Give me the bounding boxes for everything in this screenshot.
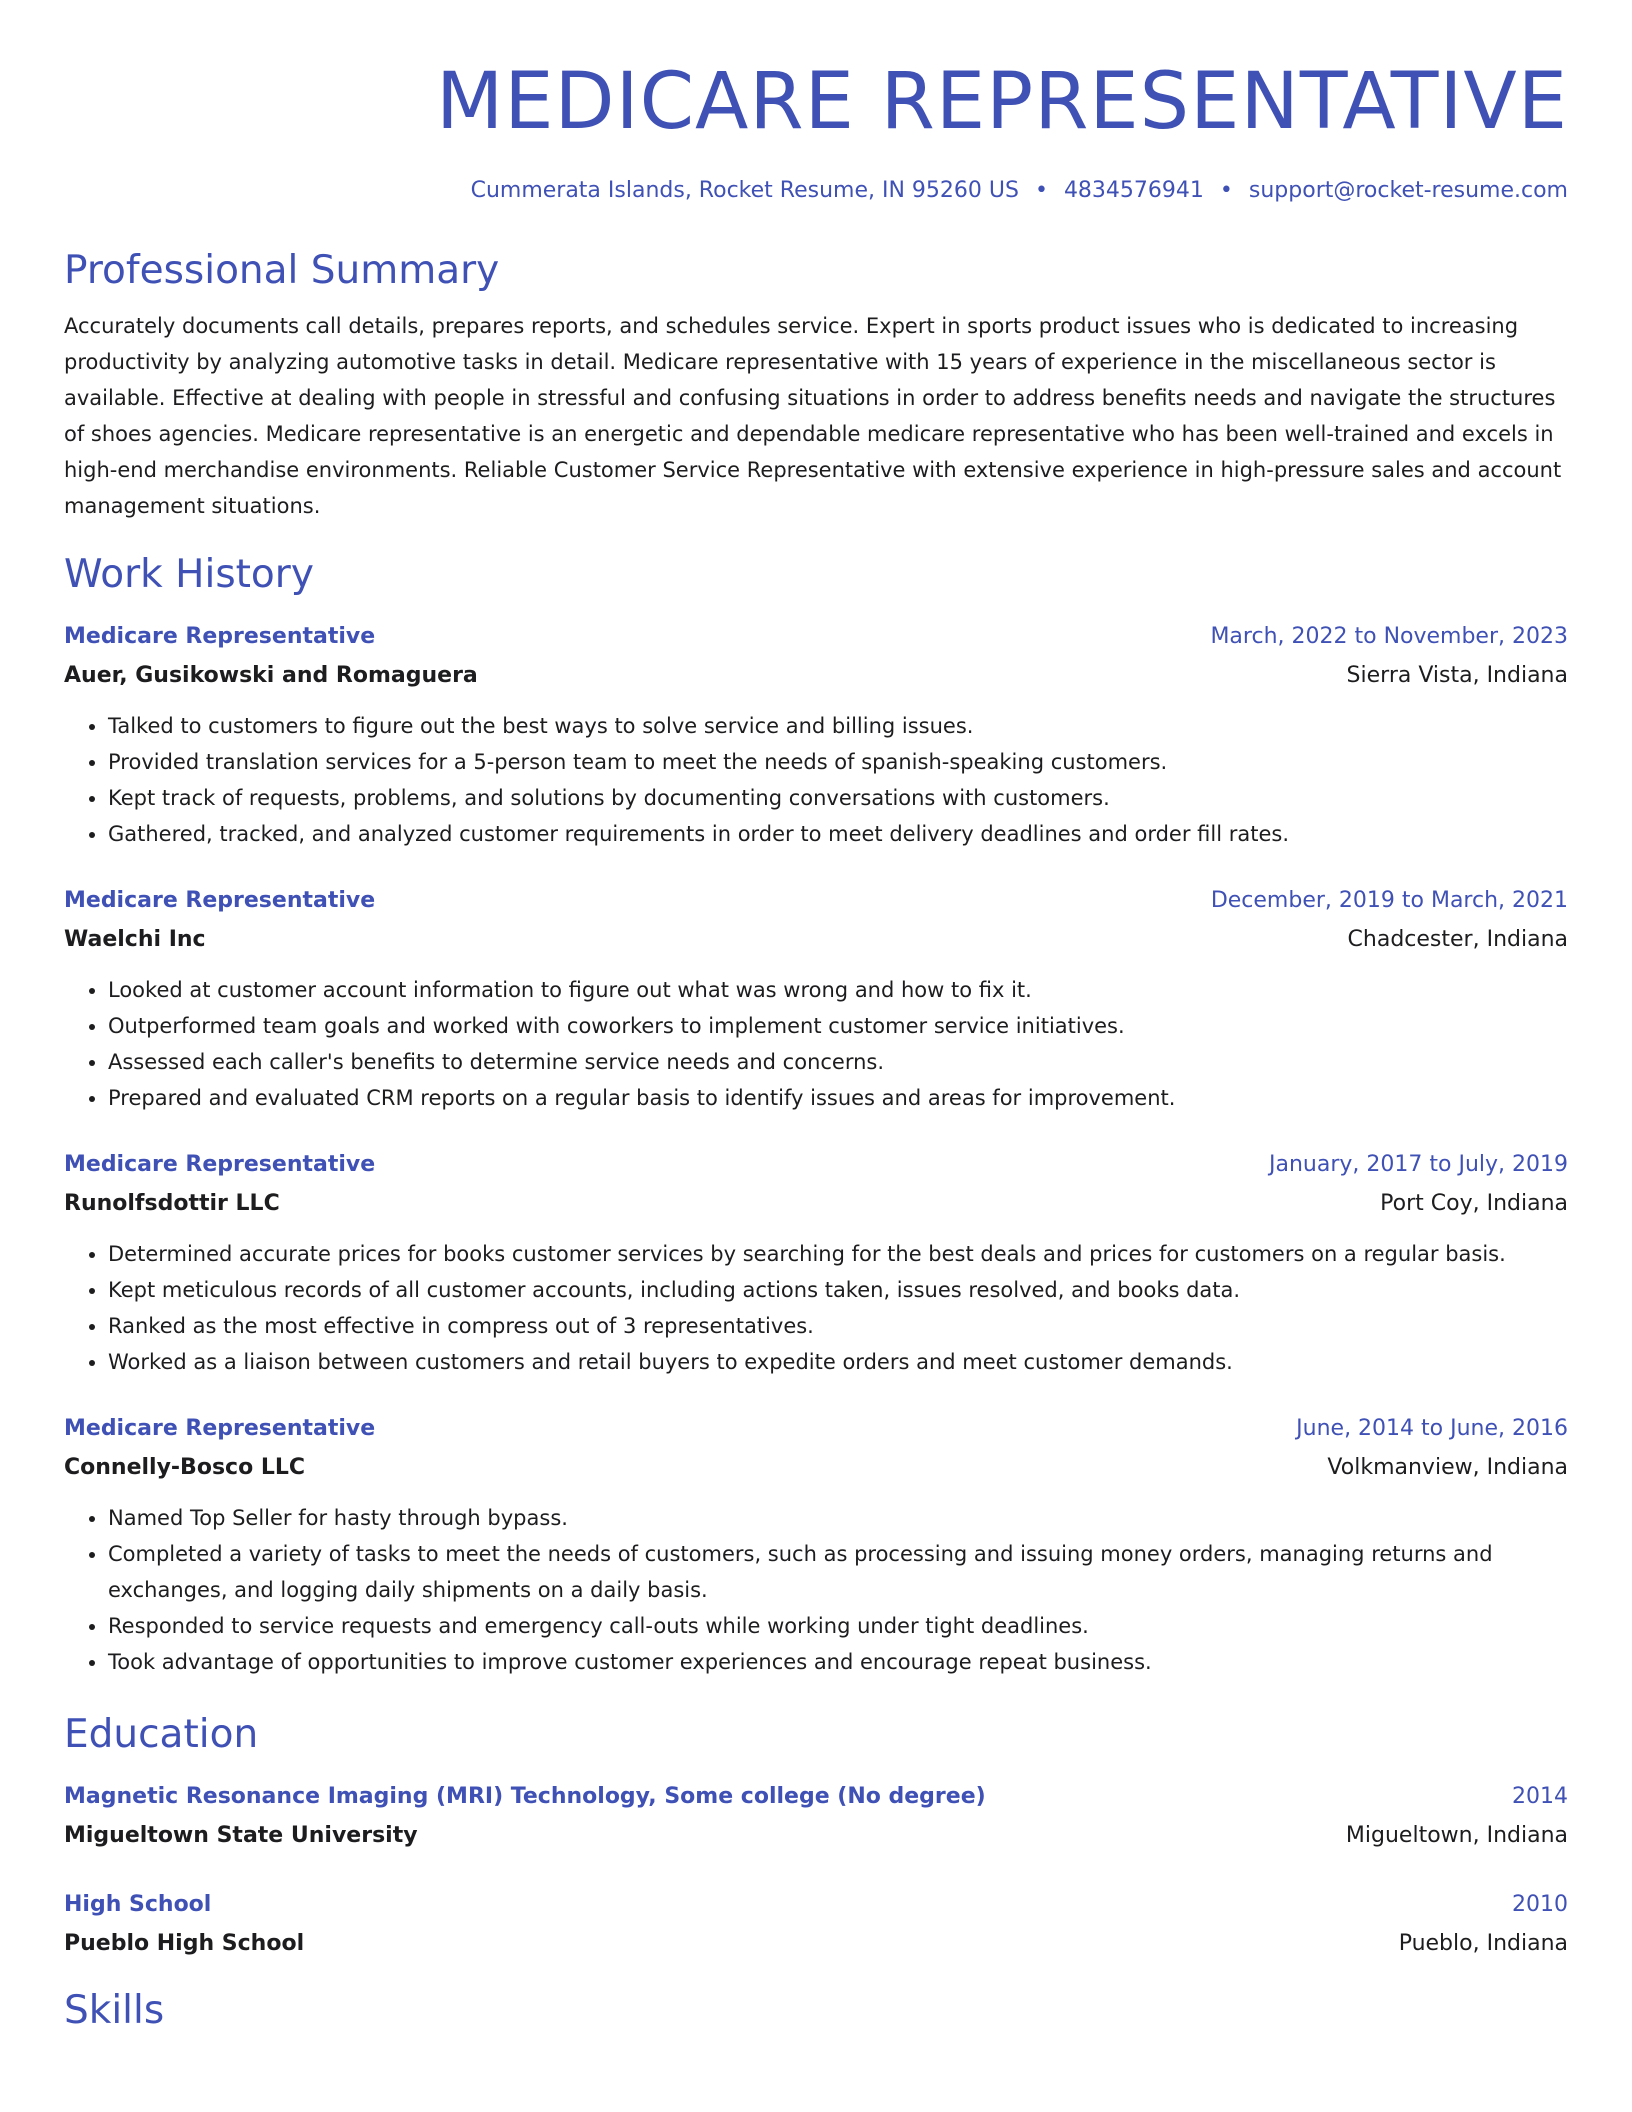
- contact-line: [64, 176, 1568, 206]
- education-location: Migueltown, Indiana: [1345, 1823, 1568, 1848]
- job-bullet: • Assessed each caller's benefits to determine service needs and concerns.: [108, 1044, 1568, 1080]
- skills-heading: Skills: [64, 1988, 165, 2033]
- job-location: Volkmanview, Indiana: [1327, 1455, 1568, 1480]
- summary-text: Accurately documents call details, prepares reports, and schedules service. Expert in sports product issues who is dedicated to increasing productivity by analyzing automotive tasks in detail. Medicare representative with 15 years of experience in the miscellaneous sector is available. Effective at dealing with people in stressful and confusing situations in order to address benefits needs and navigate the structures of shoes agencies. Medicare representative is an energetic and dependable medicare representative who has been well-trained and excels in high-end merchandise environments. Reliable Customer Service Representative with extensive experience in high-pressure sales and account management situations.: [64, 314, 1562, 518]
- job-bullet: • Talked to customers to figure out the best ways to solve service and billing issues.: [108, 708, 1568, 744]
- job-entry: [64, 618, 1568, 852]
- job-bullet: • Prepared and evaluated CRM reports on a regular basis to identify issues and areas for improvement.: [108, 1080, 1568, 1116]
- job-bullets: [64, 708, 1568, 852]
- job-bullet: • Took advantage of opportunities to improve customer experiences and encourage repeat business.: [108, 1644, 1568, 1680]
- education-location: Pueblo, Indiana: [1398, 1931, 1568, 1956]
- job-role: Medicare Representative: [64, 888, 376, 913]
- job-bullet: • Responded to service requests and emergency call-outs while working under tight deadlines.: [108, 1608, 1568, 1644]
- contact-address: Cummerata Islands, Rocket Resume, IN 95260 US: [470, 178, 1019, 203]
- contact-phone: 4834576941: [1063, 178, 1204, 203]
- job-entry: [64, 1410, 1568, 1680]
- job-role: Medicare Representative: [64, 1416, 376, 1441]
- education-entry: [64, 1886, 1568, 1964]
- job-entry: [64, 1146, 1568, 1380]
- job-dates: March, 2022 to November, 2023: [1210, 624, 1568, 649]
- work-history-heading: Work History: [64, 552, 314, 597]
- job-dates: January, 2017 to July, 2019: [1269, 1152, 1568, 1177]
- job-bullet: • Completed a variety of tasks to meet the needs of customers, such as processing and issuing money orders, managing returns and exchanges, and logging daily shipments on a daily basis.: [108, 1536, 1568, 1608]
- summary-heading: Professional Summary: [64, 248, 500, 293]
- job-company: Runolfsdottir LLC: [64, 1191, 280, 1216]
- job-bullets: [64, 1236, 1568, 1380]
- job-bullet: • Gathered, tracked, and analyzed customer requirements in order to meet delivery deadlines and order fill rates.: [108, 816, 1568, 852]
- education-school: Pueblo High School: [64, 1931, 305, 1956]
- job-bullet: • Named Top Seller for hasty through bypass.: [108, 1500, 1568, 1536]
- job-bullet: • Ranked as the most effective in compress out of 3 representatives.: [108, 1308, 1568, 1344]
- job-location: Sierra Vista, Indiana: [1346, 663, 1568, 688]
- education-year: 2010: [1512, 1892, 1568, 1917]
- contact-separator: •: [1219, 178, 1233, 203]
- job-bullet: • Determined accurate prices for books customer services by searching for the best deals and prices for customers on a regular basis.: [108, 1236, 1568, 1272]
- education-heading: Education: [64, 1712, 259, 1757]
- education-year: 2014: [1512, 1784, 1568, 1809]
- job-bullet: • Worked as a liaison between customers and retail buyers to expedite orders and meet customer demands.: [108, 1344, 1568, 1380]
- job-company: Auer, Gusikowski and Romaguera: [64, 663, 478, 688]
- education-degree: High School: [64, 1892, 212, 1917]
- job-dates: December, 2019 to March, 2021: [1210, 888, 1568, 913]
- job-location: Port Coy, Indiana: [1380, 1191, 1568, 1216]
- education-degree: Magnetic Resonance Imaging (MRI) Technology, Some college (No degree): [64, 1784, 986, 1809]
- job-role: Medicare Representative: [64, 1152, 376, 1177]
- job-bullet: • Looked at customer account information to figure out what was wrong and how to fix it.: [108, 972, 1568, 1008]
- contact-separator: •: [1034, 178, 1048, 203]
- job-location: Chadcester, Indiana: [1347, 927, 1568, 952]
- job-dates: June, 2014 to June, 2016: [1296, 1416, 1568, 1441]
- job-role: Medicare Representative: [64, 624, 376, 649]
- job-company: Connelly-Bosco LLC: [64, 1455, 306, 1480]
- job-bullets: [64, 972, 1568, 1116]
- job-entry: [64, 882, 1568, 1116]
- job-bullet: • Kept track of requests, problems, and solutions by documenting conversations with customers.: [108, 780, 1568, 816]
- job-bullet: • Kept meticulous records of all customer accounts, including actions taken, issues resolved, and books data.: [108, 1272, 1568, 1308]
- resume-page: [64, 0, 1568, 2036]
- job-bullet: • Outperformed team goals and worked with coworkers to implement customer service initiatives.: [108, 1008, 1568, 1044]
- contact-email: support@rocket-resume.com: [1248, 178, 1568, 203]
- education-school: Migueltown State University: [64, 1823, 418, 1848]
- job-bullets: [64, 1500, 1568, 1680]
- education-entry: [64, 1778, 1568, 1856]
- resume-name: MEDICARE REPRESENTATIVE: [435, 57, 1568, 147]
- job-bullet: • Provided translation services for a 5-person team to meet the needs of spanish-speaking customers.: [108, 744, 1568, 780]
- job-company: Waelchi Inc: [64, 927, 206, 952]
